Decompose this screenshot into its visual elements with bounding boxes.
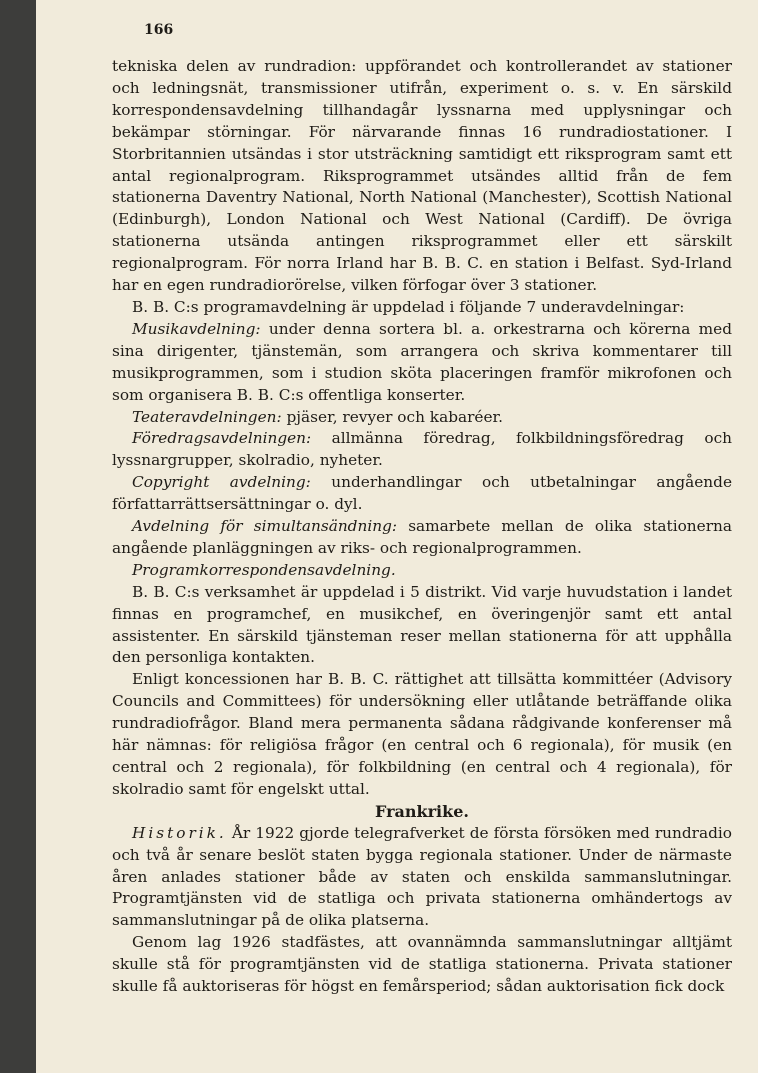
concession-paragraph: Enligt koncessionen har B. B. C. rättighet att tillsätta kommittéer (Advisory Councils and Committees) för undersökning eller utlåtande beträffande olika rundradiofrågor. Bland mera permanenta sådana rådgivande konferenser må här nämnas: för religiösa frågor (en central och 6 regionala), för musik (en central och 2 regionala), för folkbildning (en central och 4 regionala), för skolradio samt för engelskt uttal. xyxy=(112,670,732,798)
book-page xyxy=(36,0,758,1073)
department-music xyxy=(112,319,732,407)
department-text: allmänna föredrag, folkbildningsföredrag och lyssnargrupper, skolradio, nyheter. xyxy=(112,429,732,470)
department-text: under denna sortera bl. a. orkestrarna och körerna med sina dirigenter, tjänstemän, som arrangera och skriva kommentarer till musikprogrammen, som i studion sköta placeringen framför mikrofonen och som organisera B. B. C:s offentliga konserter. xyxy=(112,319,732,404)
department-name: Avdelning för simultansändning: xyxy=(132,517,398,536)
department-simultaneous xyxy=(112,516,732,560)
department-text: pjäser, revyer och kabaréer. xyxy=(281,407,504,426)
law-1926-paragraph: Genom lag 1926 stadfästes, att ovannämnda sammanslutningar alltjämt skulle stå för programtjänsten vid de statliga stationerna. Privata stationer skulle få auktoriseras för högst en femårsperiod; sådan auktorisation fick dock xyxy=(112,933,732,996)
department-name: Musikavdelning: xyxy=(132,319,261,338)
districts-paragraph: B. B. C:s verksamhet är uppdelad i 5 distrikt. Vid varje huvudstation i landet finnas en programchef, en musikchef, en överingenjör samt ett antal assistenter. En särskild tjänsteman reser mellan stationerna för att upphålla den personliga kontakten. xyxy=(112,582,732,667)
intro-paragraph: tekniska delen av rundradion: uppförandet och kontrollerandet av stationer och ledningsnät, transmissioner utifrån, experiment o. s. v. En särskild korrespondensavdelning tillhandagår lyssnarna med upplysningar och bekämpar störningar. För närvarande finnas 16 rundradiostationer. I Storbritannien utsändas i stor utsträckning samtidigt ett riksprogram samt ett antal regionalprogram. Riksprogrammet utsändes alltid från de fem stationerna Daventry National, North National (Manchester), Scottish National (Edinburgh), London National och West National (Cardiff). De övriga stationerna utsända antingen riksprogrammet eller ett särskilt regionalprogram. För norra Irland har B. B. C. en station i Belfast. Syd-Irland har en egen rundradiorörelse, vilken förfogar över 3 stationer. xyxy=(112,57,732,295)
history-paragraph xyxy=(112,823,732,933)
department-text: underhandlingar och utbetalningar angående författarrättsersättningar o. dyl. xyxy=(112,473,732,514)
department-theatre xyxy=(112,407,732,429)
history-label: Historik. xyxy=(132,823,227,842)
page-body xyxy=(112,56,732,998)
department-name: Teateravdelningen: xyxy=(132,407,282,426)
program-intro: B. B. C:s programavdelning är uppdelad i följande 7 underavdelningar: xyxy=(132,297,685,316)
department-name: Programkorrespondensavdelning. xyxy=(132,560,396,579)
department-name: Föredragsavdelningen: xyxy=(132,429,312,448)
department-text: samarbete mellan de olika stationerna angående planläggningen av riks- och regionalprogrammen. xyxy=(112,517,732,557)
department-name: Copyright avdelning: xyxy=(132,473,311,492)
department-correspondence xyxy=(112,560,732,582)
section-heading-frankrike: Frankrike. xyxy=(375,801,469,821)
department-talks xyxy=(112,428,732,472)
department-copyright xyxy=(112,472,732,516)
page-number: 166 xyxy=(144,22,174,38)
history-text: År 1922 gjorde telegrafverket de första försöken med rundradio och två år senare beslöt staten bygga regionala stationer. Under de närmaste åren anlades stationer både av staten och enskilda sammanslutningar. Programtjänsten vid de statliga och privata stationerna omhändertogs av sammanslutningar på de olika platserna. xyxy=(112,823,732,930)
